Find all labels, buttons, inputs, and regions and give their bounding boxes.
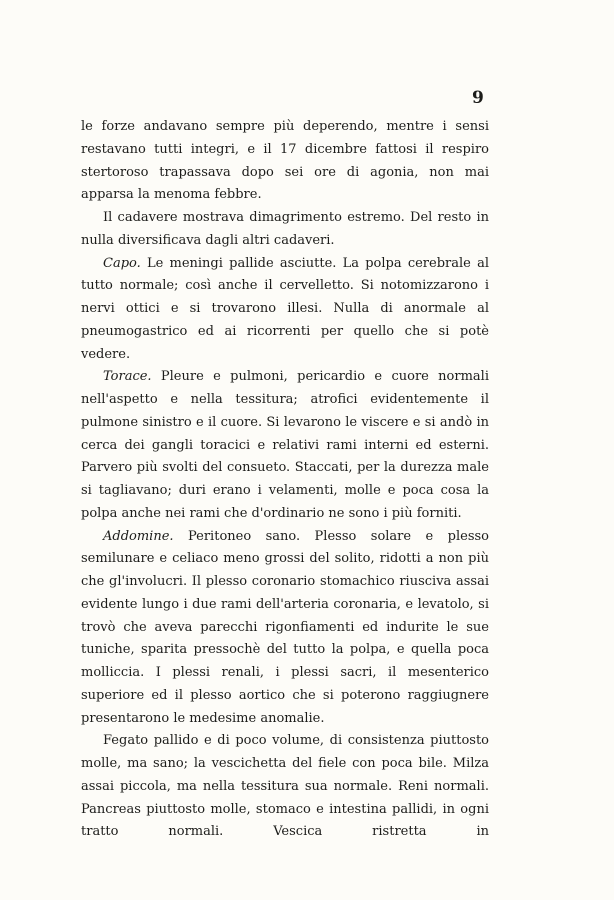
text-line: nell'aspetto e nella tessitura; atrofici evidentemente il pulmone sinistro e il cuore. Si levarono le viscere e si andò	[81, 392, 489, 430]
text-line: raggiugnere presentarono le medesime anomalie.	[81, 687, 489, 726]
paragraph-capo	[81, 253, 489, 367]
section-label-torace: Torace.	[103, 369, 152, 385]
text-line: Il cadavere mostrava dimagrimento estremo. Del resto	[103, 210, 472, 225]
text-line: Fegato pallido e di poco volume, di consistenza piuttosto molle, ma sano; la vescichetta del fiele con poca	[81, 733, 489, 771]
text-line: in cerca dei gangli toracici e relativi rami interni ed esterni. Parvero più svolti del consueto. Staccati, per la durezza male si tagliavano; duri erano i velamenti, molle e	[81, 414, 489, 498]
text-line: in nulla diversificava dagli altri cadaveri.	[81, 210, 489, 248]
text-line: sono i più forniti.	[348, 505, 462, 521]
text-line: che gl'involucri. Il plesso coronario stomachico riusciva	[81, 574, 452, 589]
text-line: mesenterico superiore ed il plesso aortico che si poterono	[81, 665, 489, 703]
text-line: stertoroso trapassava dopo sei ore di agonia, non mai	[81, 164, 489, 180]
page-number: 9	[472, 88, 484, 108]
text-line: Reni normali. Pancreas piuttosto molle, stomaco e intestina pallidi, in ogni tratto normali. Vescica ristretta in	[81, 778, 489, 840]
text-line: apparsa la menoma febbre.	[81, 187, 262, 203]
text-line: vedere.	[81, 346, 131, 362]
paragraph-torace	[81, 366, 489, 525]
text-line: levatolo, si trovò che aveva parecchi rigonfiamenti ed indurite le sue tuniche, sparita pressochè del tutto la polpa,	[81, 596, 490, 658]
text-line: le forze andavano sempre più deperendo, mentre i sensi	[81, 119, 489, 134]
paragraph-fegato	[81, 730, 489, 844]
text-line: poca cosa la polpa anche nei rami che d'ordinario ne	[81, 483, 489, 521]
text-line: Le meningi pallide asciutte. La polpa cerebrale	[140, 255, 471, 271]
paragraph-cadavere	[81, 207, 489, 253]
text-block	[81, 116, 489, 844]
text-line: restavano tutti integri, e il 17 dicembre fattosi il respiro	[81, 141, 489, 157]
paragraph-continuation	[81, 116, 489, 207]
text-line: al pneumogastrico ed ai ricorrenti per quello che si potè	[81, 301, 489, 339]
text-line: Pleure e pulmoni, pericardio e cuore normali	[151, 369, 489, 385]
text-line: assai evidente lungo i due rami dell'arteria coronaria, e	[81, 574, 489, 612]
text-line: al tutto normale; così anche il cervelletto. Si notomizzarono i nervi ottici e si trovarono illesi. Nulla di anormale	[81, 255, 489, 316]
paragraph-addomine	[81, 526, 489, 731]
text-line: e quella poca molliccia. I plessi renali, i plessi sacri, il	[81, 642, 490, 680]
text-line: bile. Milza assai piccola, ma nella tessitura sua normale.	[81, 756, 489, 794]
text-line: Peritoneo sano. Plesso solare e plesso semilunare e celiaco meno grossi del solito, ridotti a non più	[81, 528, 489, 567]
section-label-addomine: Addomine.	[103, 528, 174, 544]
section-label-capo: Capo.	[103, 255, 141, 271]
